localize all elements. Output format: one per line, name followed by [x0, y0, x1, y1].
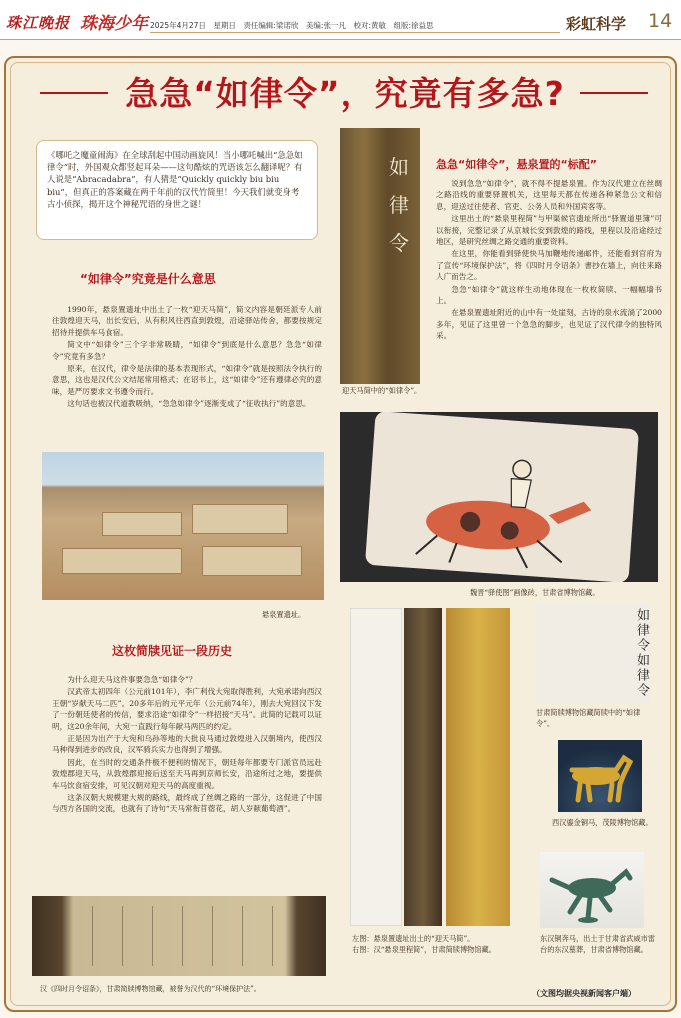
intro-box: 《哪吒之魔童闹海》在全球刮起中国动画旋风！当小哪吒喊出“急急如律令”时，外国观众都竖起耳朵——这句酷炫的咒语该怎么翻译呢？有人说是“Abracadabra”，有人猜是“Quickly quickly biu biu biu”，但真正的答案藏在两千年前的汉代竹简里！今天我们就变身考古小侦探，揭开这个神秘咒语的身世之谜！ [36, 140, 318, 240]
paragraph: 原来，在汉代，律令是法律的基本表现形式，“如律令”就是按照法令执行的意思，这也是汉代公文结尾常用格式；在诏书上，这“如律令”还有遵律必究的意味，是严厉要求文书遵令而行。 [52, 364, 322, 396]
caption-brick: 魏晋“驿使图”画像砖，甘肃省博物馆藏。 [470, 588, 600, 597]
caption-scroll: 汉《四时月令诏条》，甘肃简牍博物馆藏，被誉为汉代的“环境保护法”。 [40, 985, 261, 993]
caption-chars: 甘肃简牍博物馆藏简牍中的“如律令”。 [536, 708, 641, 728]
flying-horse-figure [540, 852, 644, 928]
section1-body [52, 304, 322, 411]
paragraph: 这条汉朝大规模建大规的路线，最终成了丝绸之路的一部分，这促进了中国与西方各国的交流，也就有了诗句“天马常衔苜蓿花，胡人岁献葡萄酒”。 [52, 793, 322, 814]
slip-transcription-photo [350, 608, 402, 926]
caption-site: 悬泉置遗址。 [262, 610, 306, 619]
ruin-wall [102, 512, 182, 536]
painted-brick [365, 412, 639, 582]
section2-heading: 这枚简牍见证一段历史 [112, 644, 233, 658]
mileage-slip-photo [446, 608, 510, 926]
scroll-text-line [152, 906, 153, 966]
ruin-wall [192, 504, 288, 534]
paragraph: 这句话也被汉代道教吸纳，“急急如律令”逐渐变成了“征收执行”的意思。 [67, 399, 311, 409]
ruin-wall [62, 548, 182, 574]
courier-horse-drawing [365, 412, 639, 582]
title-ornament-right [580, 92, 648, 94]
paragraph: 汉武帝太初四年（公元前101年），李广利伐大宛取得胜利，大宛承诺向西汉王朝“岁献天马二匹”。20多年后的元平元年（公元前74年），刚去大宛回汉下发了一份朝廷使者的传信，要求沿途“如律令”一样招接“天马”。此简的记载可以证明，这20余年间，大宛一直践行每年献马两匹的约定。 [52, 687, 322, 731]
section3-body [436, 178, 662, 343]
courier-brick-photo [340, 412, 658, 582]
paragraph: 说到急急“如律令”，就不得不提悬泉置。作为汉代建立在丝绸之路沿线的重要驿置机关，这里每天都在传递各种紧急公文和信息，迎送过往使者、官吏、公务人员和外国宾客等。 [436, 179, 662, 211]
caption-slip: 迎天马简中的“如律令”。 [342, 386, 422, 395]
paragraph: 因此，在当时的交通条件极不便利的情况下，朝廷每年都要专门派官员远赴敦煌郡迎天马，从敦煌郡迎接后送至天马再到京师长安，沿途所过之地，要提供车马饮食宿安排，可见汉朝对迎天马的高度重视。 [52, 757, 322, 790]
flying-horse-photo [540, 852, 644, 928]
paragraph: 简文中“如律令”三个字非常吸睛，“如律令”到底是什么意思？急急“如律令”究竟有多急？ [52, 340, 322, 361]
issue-meta: 2025年4月27日 星期日 责任编辑:梁诺欣 美编:张一凡 校对:黄敏 组版:徐益思 [150, 21, 434, 30]
paragraph: 急急“如律令”就这样生动地体现在一枚枚简牍、一幅幅墙书上。 [436, 284, 662, 306]
scroll-text-line [92, 906, 93, 966]
gilded-bronze-horse-photo [558, 740, 642, 812]
xuanquan-site-photo [42, 452, 324, 600]
section3-heading: 急急“如律令”，悬泉置的“标配” [436, 158, 597, 171]
paragraph: 1990年，悬泉置遗址中出土了一枚“迎天马简”，简文内容是朝廷派专人前往敦煌迎天马，出长安后，从有积风往西直到敦煌，沿途驿站传舍，都要按规定招待并提供车马食宿。 [52, 305, 322, 337]
horse-figure [558, 740, 642, 812]
page-number: 14 [648, 10, 673, 32]
page-title: 急急“如律令”，究竟有多急? [125, 74, 565, 113]
section2-body [52, 674, 322, 816]
section-name: 彩虹科学 [566, 15, 627, 33]
paragraph: 在这里，你能看到驿使快马加鞭地传递邮件，还能看到官府为了宣传“环境保护法”，将《四时月令诏条》書抄在墙上，向往来路人广而告之。 [436, 249, 662, 282]
paragraph: 为什么迎天马这件事要急急“如律令”？ [67, 675, 197, 684]
caption-strips: 左图：悬泉置遗址出土的“迎天马简”。 右图：汉“悬泉里程简”，甘肃简牍博物馆藏。 [352, 934, 496, 954]
paragraph: 在悬泉置遗址附近的山中有一处崖刻，古诗的泉水流淌了2000多年，见证了这里曾一个急急的脚步，也见证了汉代律令的独特风采。 [436, 308, 662, 341]
rulvling-characters: 如律令如律令 [634, 608, 649, 698]
scroll-text-line [212, 906, 213, 966]
ruin-wall [202, 546, 302, 576]
tianma-slip-photo [340, 128, 420, 384]
newspaper-logo: 珠江晚报 [6, 14, 71, 32]
scroll-text-line [182, 906, 183, 966]
paragraph: 正是因为出产于大宛和乌孙等地的大批良马通过敦煌进入汉朝境内，使西汉马种得到进步的改良，汉军骑兵实力也得到了增强。 [52, 734, 322, 755]
divider [150, 32, 560, 33]
masthead [0, 0, 681, 40]
monthly-edict-scroll-photo [32, 896, 326, 976]
caption-horse1: 西汉鎏金铜马，茂陵博物馆藏。 [552, 818, 653, 827]
scroll-text-line [272, 906, 273, 966]
scroll-text-line [242, 906, 243, 966]
paragraph: 这里出土的“悬泉里程简”与甲渠候官遗址所出“驿置道里簿”可以衔接，完整记录了从京城长安到敦煌的路线，里程以及沿途经过地区，是研究丝绸之路交通的重要资料。 [436, 214, 662, 247]
title-ornament-left [40, 92, 108, 94]
slip-characters: 如律令 [389, 155, 409, 255]
rulvling-characters-photo [536, 604, 650, 704]
credit-line: （文图均据央视新闻客户端） [532, 989, 636, 998]
tianma-slip-full-photo [404, 608, 442, 926]
section1-heading: “如律令”究竟是什么意思 [80, 272, 216, 286]
scroll-text-line [122, 906, 123, 966]
supplement-logo: 珠海少年 [80, 14, 148, 34]
caption-horse2: 东汉铜奔马，出土于甘肃省武威市雷台的东汉墓葬，甘肃省博物馆藏。 [540, 934, 656, 954]
